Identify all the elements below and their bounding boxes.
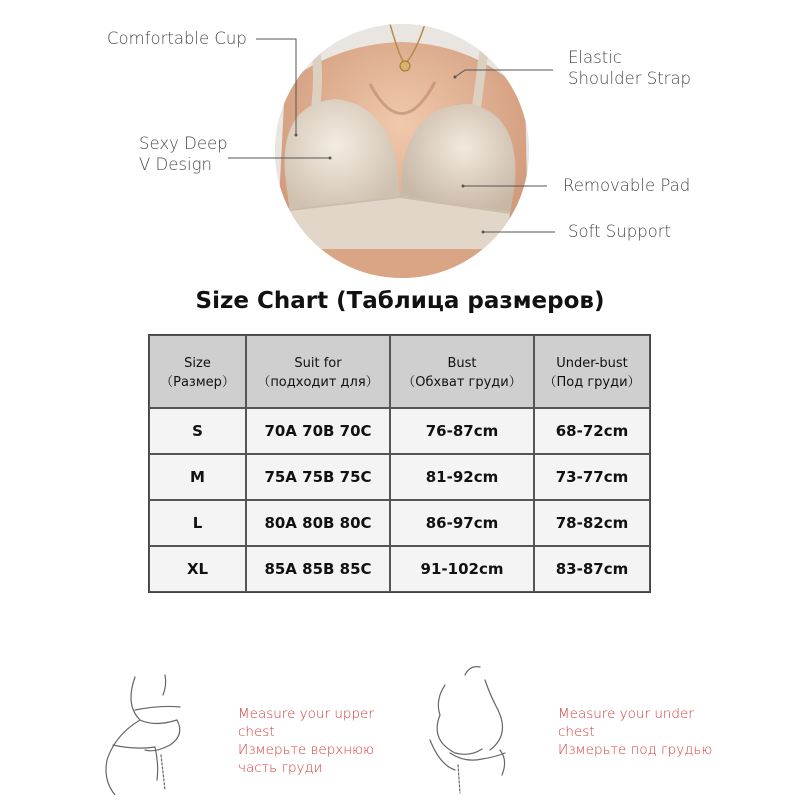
header-suit-for-en: Suit for — [294, 355, 342, 371]
header-bust-ru: （Обхват груди） — [402, 374, 522, 390]
table-row — [149, 500, 650, 546]
table-row — [149, 408, 650, 454]
cell-size: XL — [149, 546, 246, 592]
header-size-en: Size — [184, 355, 211, 371]
cell-suit-for: 75A 75B 75C — [246, 454, 390, 500]
cell-suit-for: 85A 85B 85C — [246, 546, 390, 592]
upper-chest-instruction — [238, 705, 374, 777]
upper-chest-instruction-line2: chest — [238, 724, 275, 740]
cell-bust: 76-87cm — [390, 408, 534, 454]
callout-sexy-deep-v-line2: V Design — [139, 155, 212, 174]
callout-sexy-deep-v — [139, 133, 228, 175]
header-suit-for — [246, 335, 390, 408]
under-chest-instruction — [558, 705, 712, 759]
size-chart-title: Size Chart (Таблица размеров) — [195, 288, 605, 314]
header-size-ru: （Размер） — [160, 374, 235, 390]
table-row — [149, 546, 650, 592]
callout-elastic-strap-line1: Elastic — [568, 48, 622, 67]
cell-suit-for: 70A 70B 70C — [246, 408, 390, 454]
header-size — [149, 335, 246, 408]
cell-bust: 86-97cm — [390, 500, 534, 546]
under-chest-instruction-line2: chest — [558, 724, 595, 740]
cell-size: L — [149, 500, 246, 546]
callout-removable-pad — [563, 175, 690, 196]
header-bust — [390, 335, 534, 408]
upper-chest-instruction-line1: Measure your upper — [238, 706, 374, 722]
size-table — [148, 334, 651, 593]
cell-under-bust: 73-77cm — [534, 454, 650, 500]
size-table-header-row — [149, 335, 650, 408]
under-chest-instruction-line3: Измерьте под грудью — [558, 742, 713, 758]
callout-elastic-strap-line2: Shoulder Strap — [568, 69, 692, 88]
callout-soft-support — [568, 221, 671, 242]
upper-chest-instruction-line3: Измерьте верхнюю — [238, 742, 375, 758]
under-chest-instruction-line1: Measure your under — [558, 706, 694, 722]
product-photo — [275, 24, 529, 278]
cell-under-bust: 83-87cm — [534, 546, 650, 592]
header-under-bust — [534, 335, 650, 408]
header-under-bust-en: Under-bust — [556, 355, 628, 371]
cell-under-bust: 68-72cm — [534, 408, 650, 454]
cell-bust: 91-102cm — [390, 546, 534, 592]
table-row — [149, 454, 650, 500]
callout-comfortable-cup-text: Comfortable Cup — [107, 29, 247, 48]
under-chest-measure-illustration — [410, 665, 530, 795]
header-suit-for-ru: （подходит для） — [257, 374, 379, 390]
callout-sexy-deep-v-line1: Sexy Deep — [139, 134, 228, 153]
cell-size: M — [149, 454, 246, 500]
callout-elastic-strap — [568, 47, 691, 89]
callout-comfortable-cup — [107, 28, 247, 49]
cell-suit-for: 80A 80B 80C — [246, 500, 390, 546]
cell-under-bust: 78-82cm — [534, 500, 650, 546]
upper-chest-instruction-line4: часть груди — [238, 760, 323, 776]
header-under-bust-ru: （Под груди） — [543, 374, 641, 390]
header-bust-en: Bust — [447, 355, 477, 371]
cell-size: S — [149, 408, 246, 454]
upper-chest-measure-illustration — [95, 665, 205, 795]
callout-removable-pad-text: Removable Pad — [563, 176, 691, 195]
cell-bust: 81-92cm — [390, 454, 534, 500]
callout-soft-support-text: Soft Support — [568, 222, 672, 241]
